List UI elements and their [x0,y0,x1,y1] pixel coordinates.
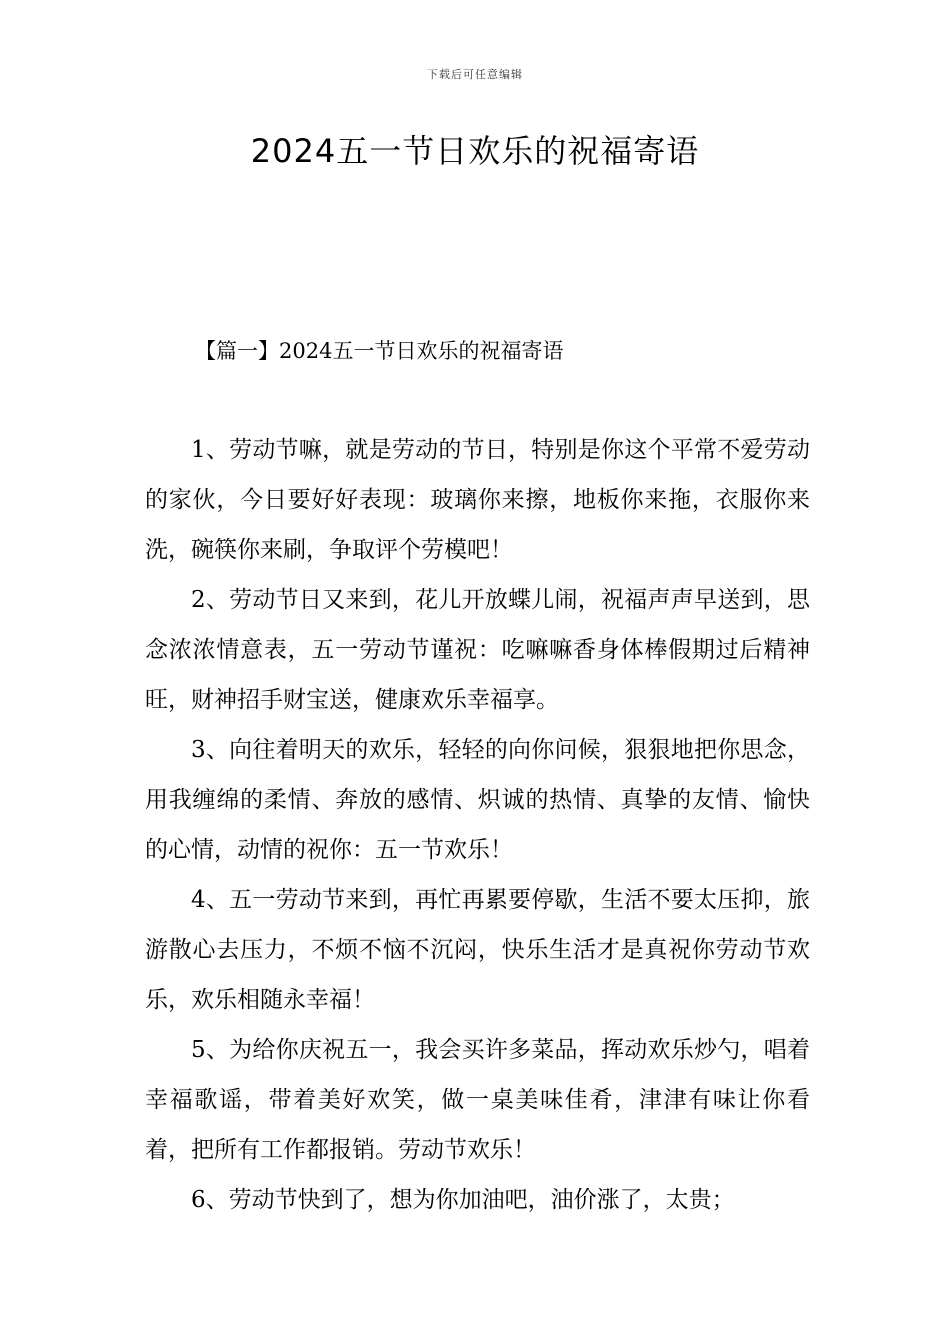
paragraph-4: 4、五一劳动节来到，再忙再累要停歇，生活不要太压抑，旅游散心去压力，不烦不恼不沉闷，快乐生活才是真祝你劳动节欢乐，欢乐相随永幸福！ [145,887,810,1013]
paragraph-1: 1、劳动节嘛，就是劳动的节日，特别是你这个平常不爱劳动的家伙，今日要好好表现：玻璃你来擦，地板你来拖，衣服你来洗，碗筷你来刷，争取评个劳模吧！ [145,437,810,563]
document-body [145,425,810,1225]
paragraph-6: 6、劳动节快到了，想为你加油吧，油价涨了，太贵； [191,1187,735,1213]
paragraph-3: 3、向往着明天的欢乐，轻轻的向你问候，狠狠地把你思念，用我缠绵的柔情、奔放的感情、炽诚的热情、真挚的友情、愉快的心情，动情的祝你：五一节欢乐！ [145,737,810,863]
paragraph-2: 2、劳动节日又来到，花儿开放蝶儿闹，祝福声声早送到，思念浓浓情意表，五一劳动节谨祝：吃嘛嘛香身体棒假期过后精神旺，财神招手财宝送，健康欢乐幸福享。 [145,587,810,713]
paragraph-5: 5、为给你庆祝五一，我会买许多菜品，挥动欢乐炒勺，唱着幸福歌谣，带着美好欢笑，做一桌美味佳肴，津津有味让你看着，把所有工作都报销。劳动节欢乐！ [145,1037,810,1163]
section-heading: 【篇一】2024五一节日欢乐的祝福寄语 [195,339,564,363]
header-note: 下载后可任意编辑 [427,68,523,81]
document-title: 2024五一节日欢乐的祝福寄语 [250,132,700,170]
